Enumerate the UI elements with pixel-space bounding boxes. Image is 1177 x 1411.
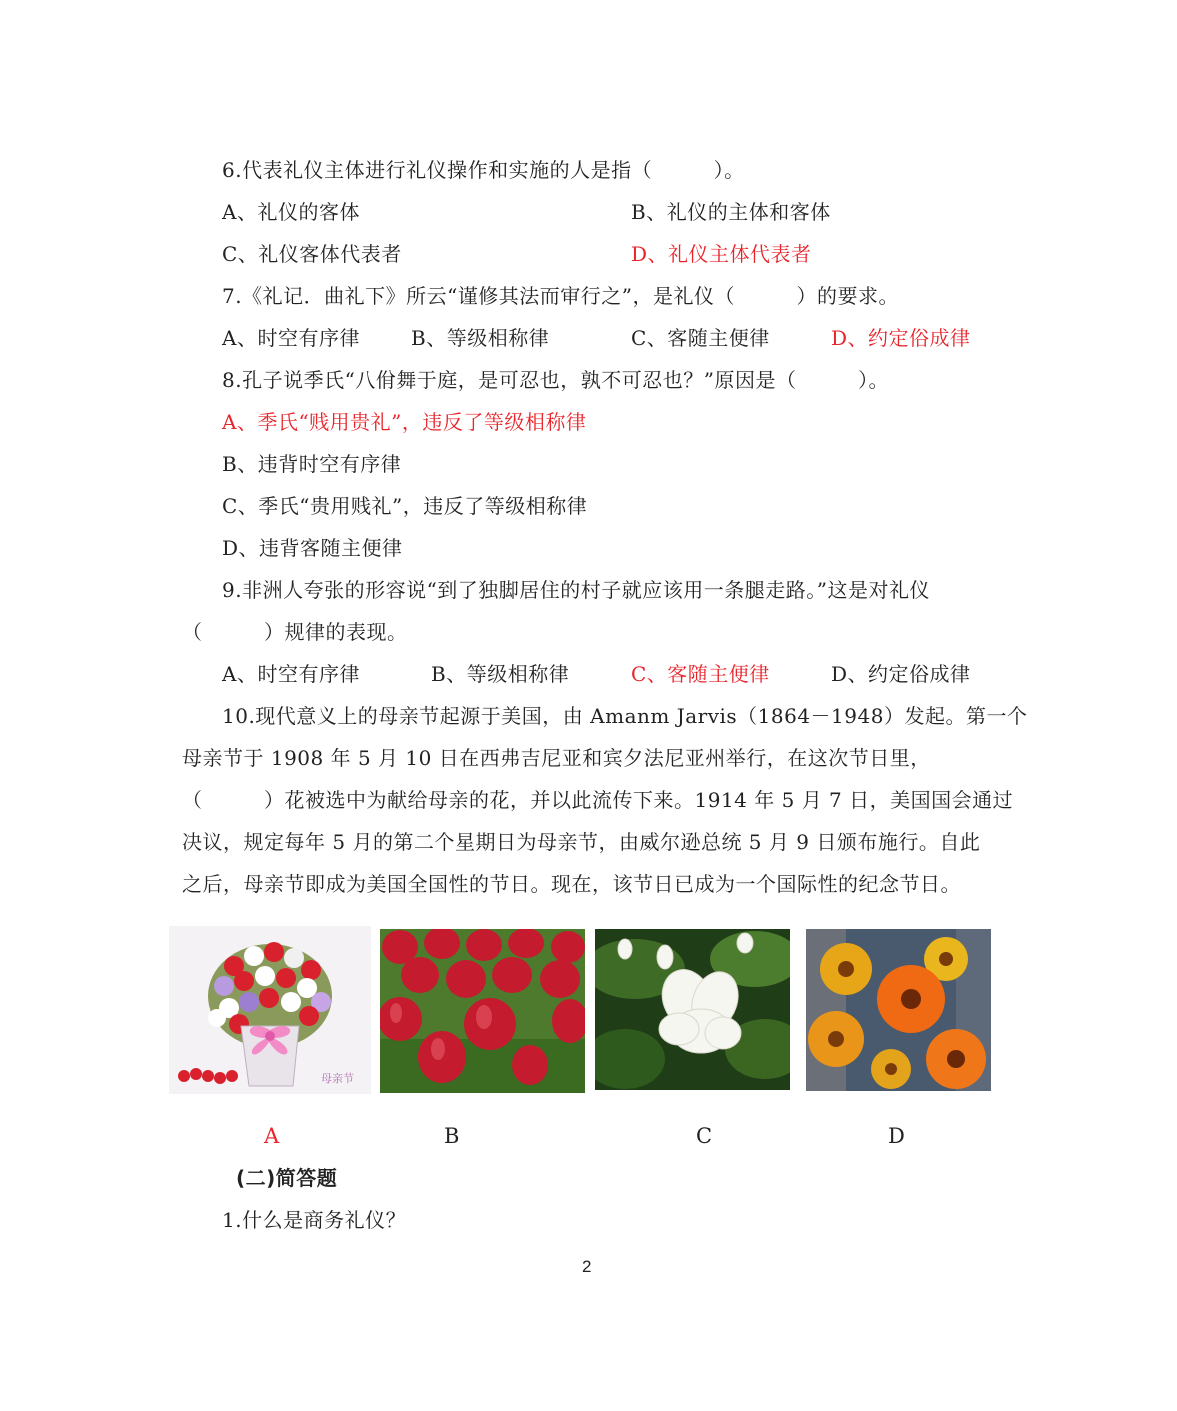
q7-stem: 7.《礼记．曲礼下》所云“谨修其法而审行之”，是礼仪（ ）的要求。 (222, 284, 900, 308)
q7-option-b: B、等级相称律 (411, 326, 550, 350)
q8-option-b: B、违背时空有序律 (222, 452, 402, 476)
section-heading: (二)简答题 (236, 1166, 338, 1190)
tulip-image (380, 929, 585, 1093)
gerbera-image (806, 929, 991, 1091)
q6-option-d-answer: D、礼仪主体代表者 (631, 242, 812, 266)
q8-option-c: C、季氏“贵用贱礼”，违反了等级相称律 (222, 494, 588, 518)
q10-line3: （ ）花被选中为献给母亲的花，并以此流传下来。1914 年 5 月 7 日，美国国会通过 (182, 788, 1014, 812)
q10-line5: 之后，母亲节即成为美国全国性的节日。现在，该节日已成为一个国际性的纪念节日。 (182, 872, 961, 896)
watermark-text: 母亲节 (321, 1072, 354, 1085)
image-a-caption-answer: A (264, 1124, 280, 1148)
page-number: 2 (582, 1257, 592, 1276)
image-c-caption: C (696, 1124, 713, 1148)
q9-option-d: D、约定俗成律 (831, 662, 971, 686)
q9-option-b: B、等级相称律 (431, 662, 570, 686)
q6-stem: 6.代表礼仪主体进行礼仪操作和实施的人是指（ ）。 (222, 158, 745, 182)
q10-line1: 10.现代意义上的母亲节起源于美国，由 Amanm Jarvis（1864－1948）发起。第一个 (222, 704, 1028, 728)
jasmine-image (595, 929, 790, 1090)
image-d-caption: D (888, 1124, 905, 1148)
q8-option-a-answer: A、季氏“贱用贵礼”，违反了等级相称律 (222, 410, 587, 434)
carnation-basket-illustration (169, 926, 371, 1094)
q7-option-c: C、客随主便律 (631, 326, 770, 350)
q6-option-a: A、礼仪的客体 (222, 200, 360, 224)
carnation-basket-image (169, 926, 371, 1094)
image-b-caption: B (444, 1124, 460, 1148)
q7-option-d-answer: D、约定俗成律 (831, 326, 971, 350)
q6-option-c: C、礼仪客体代表者 (222, 242, 402, 266)
q9-option-a: A、时空有序律 (222, 662, 360, 686)
tulip-illustration (380, 929, 585, 1093)
q10-line2: 母亲节于 1908 年 5 月 10 日在西弗吉尼亚和宾夕法尼亚州举行，在这次节日里， (182, 746, 931, 770)
q7-option-a: A、时空有序律 (222, 326, 360, 350)
gerbera-illustration (806, 929, 991, 1091)
jasmine-illustration (595, 929, 790, 1090)
q8-stem: 8.孔子说季氏“八佾舞于庭，是可忍也，孰不可忍也？”原因是（ ）。 (222, 368, 890, 392)
q9-option-c-answer: C、客随主便律 (631, 662, 770, 686)
q9-stem-line1: 9.非洲人夸张的形容说“到了独脚居住的村子就应该用一条腿走路。”这是对礼仪 (222, 578, 931, 602)
q9-stem-line2: （ ）规律的表现。 (182, 620, 408, 644)
q8-option-d: D、违背客随主便律 (222, 536, 403, 560)
q10-line4: 决议，规定每年 5 月的第二个星期日为母亲节，由威尔逊总统 5 月 9 日颁布施行。自此 (182, 830, 981, 854)
short-answer-q1: 1.什么是商务礼仪？ (222, 1208, 407, 1232)
q6-option-b: B、礼仪的主体和客体 (631, 200, 831, 224)
